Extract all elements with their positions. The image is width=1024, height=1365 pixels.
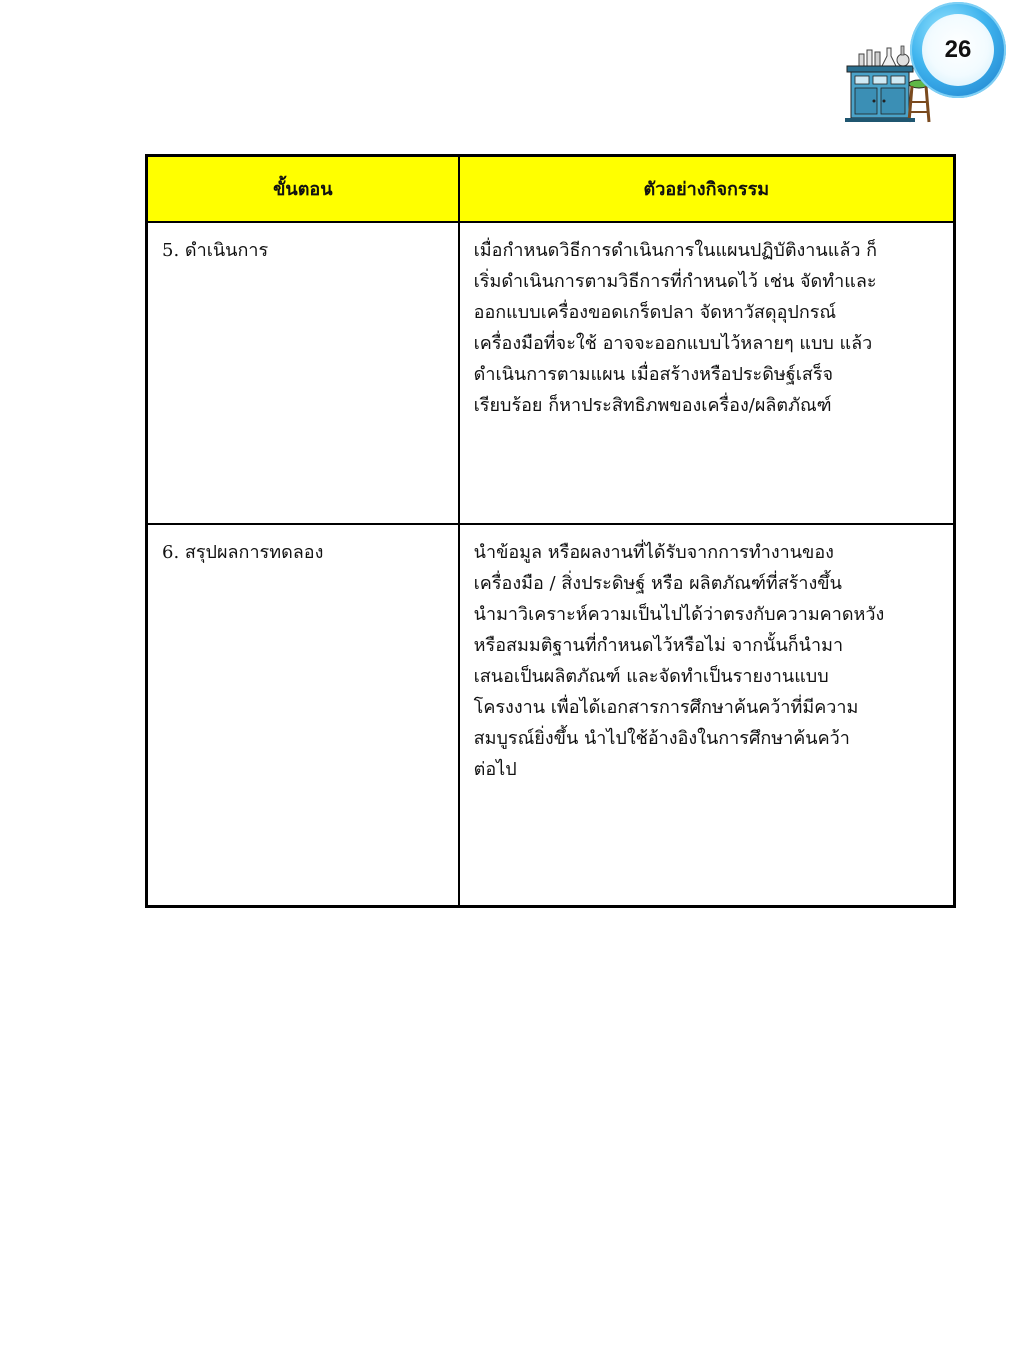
example-line: โครงงาน เพื่อได้เอกสารการศึกษาค้นคว้าที่มีความ — [473, 697, 859, 718]
header-step: ขั้นตอน — [147, 156, 459, 223]
example-line: เสนอเป็นผลิตภัณฑ์ และจัดทำเป็นรายงานแบบ — [473, 666, 829, 687]
table-header-row — [147, 156, 955, 223]
example-line: หรือสมมติฐานที่กำหนดไว้หรือไม่ จากนั้นก็นำมา — [473, 635, 844, 656]
example-cell — [459, 524, 955, 907]
header-example: ตัวอย่างกิจกรรม — [459, 156, 955, 223]
example-line: ต่อไป — [473, 759, 517, 780]
example-line: เริ่มดำเนินการตามวิธีการที่กำหนดไว้ เช่น จัดทำและ — [473, 271, 877, 292]
steps-table — [145, 154, 956, 908]
example-line: ดำเนินการตามแผน เมื่อสร้างหรือประดิษฐ์เสร็จ — [473, 364, 834, 385]
table-row — [147, 222, 955, 524]
example-line: เครื่องมือ / สิ่งประดิษฐ์ หรือ ผลิตภัณฑ์ที่สร้างขึ้น — [473, 573, 842, 594]
step-cell: 6. สรุปผลการทดลอง — [147, 524, 459, 907]
step-cell: 5. ดำเนินการ — [147, 222, 459, 524]
example-line: นำมาวิเคราะห์ความเป็นไปได้ว่าตรงกับความคาดหวัง — [473, 604, 885, 625]
example-line: เรียบร้อย ก็หาประสิทธิภพของเครื่อง/ผลิตภัณฑ์ — [473, 395, 832, 416]
example-line: เครื่องมือที่จะใช้ อาจจะออกแบบไว้หลายๆ แบบ แล้ว — [473, 333, 873, 354]
example-line: สมบูรณ์ยิ่งขึ้น นำไปใช้อ้างอิงในการศึกษาค้นคว้า — [473, 728, 850, 749]
page-number-badge — [910, 2, 1006, 98]
page-number-badge-inner — [922, 14, 994, 86]
example-line: นำข้อมูล หรือผลงานที่ได้รับจากการทำงานของ — [473, 542, 834, 563]
table-row — [147, 524, 955, 907]
example-line: ออกแบบเครื่องขอดเกร็ดปลา จัดหาวัสดุอุปกรณ์ — [473, 302, 837, 323]
example-cell — [459, 222, 955, 524]
example-line: เมื่อกำหนดวิธีการดำเนินการในแผนปฏิบัติงานแล้ว ก็ — [473, 240, 878, 261]
page-number: 26 — [944, 36, 972, 63]
